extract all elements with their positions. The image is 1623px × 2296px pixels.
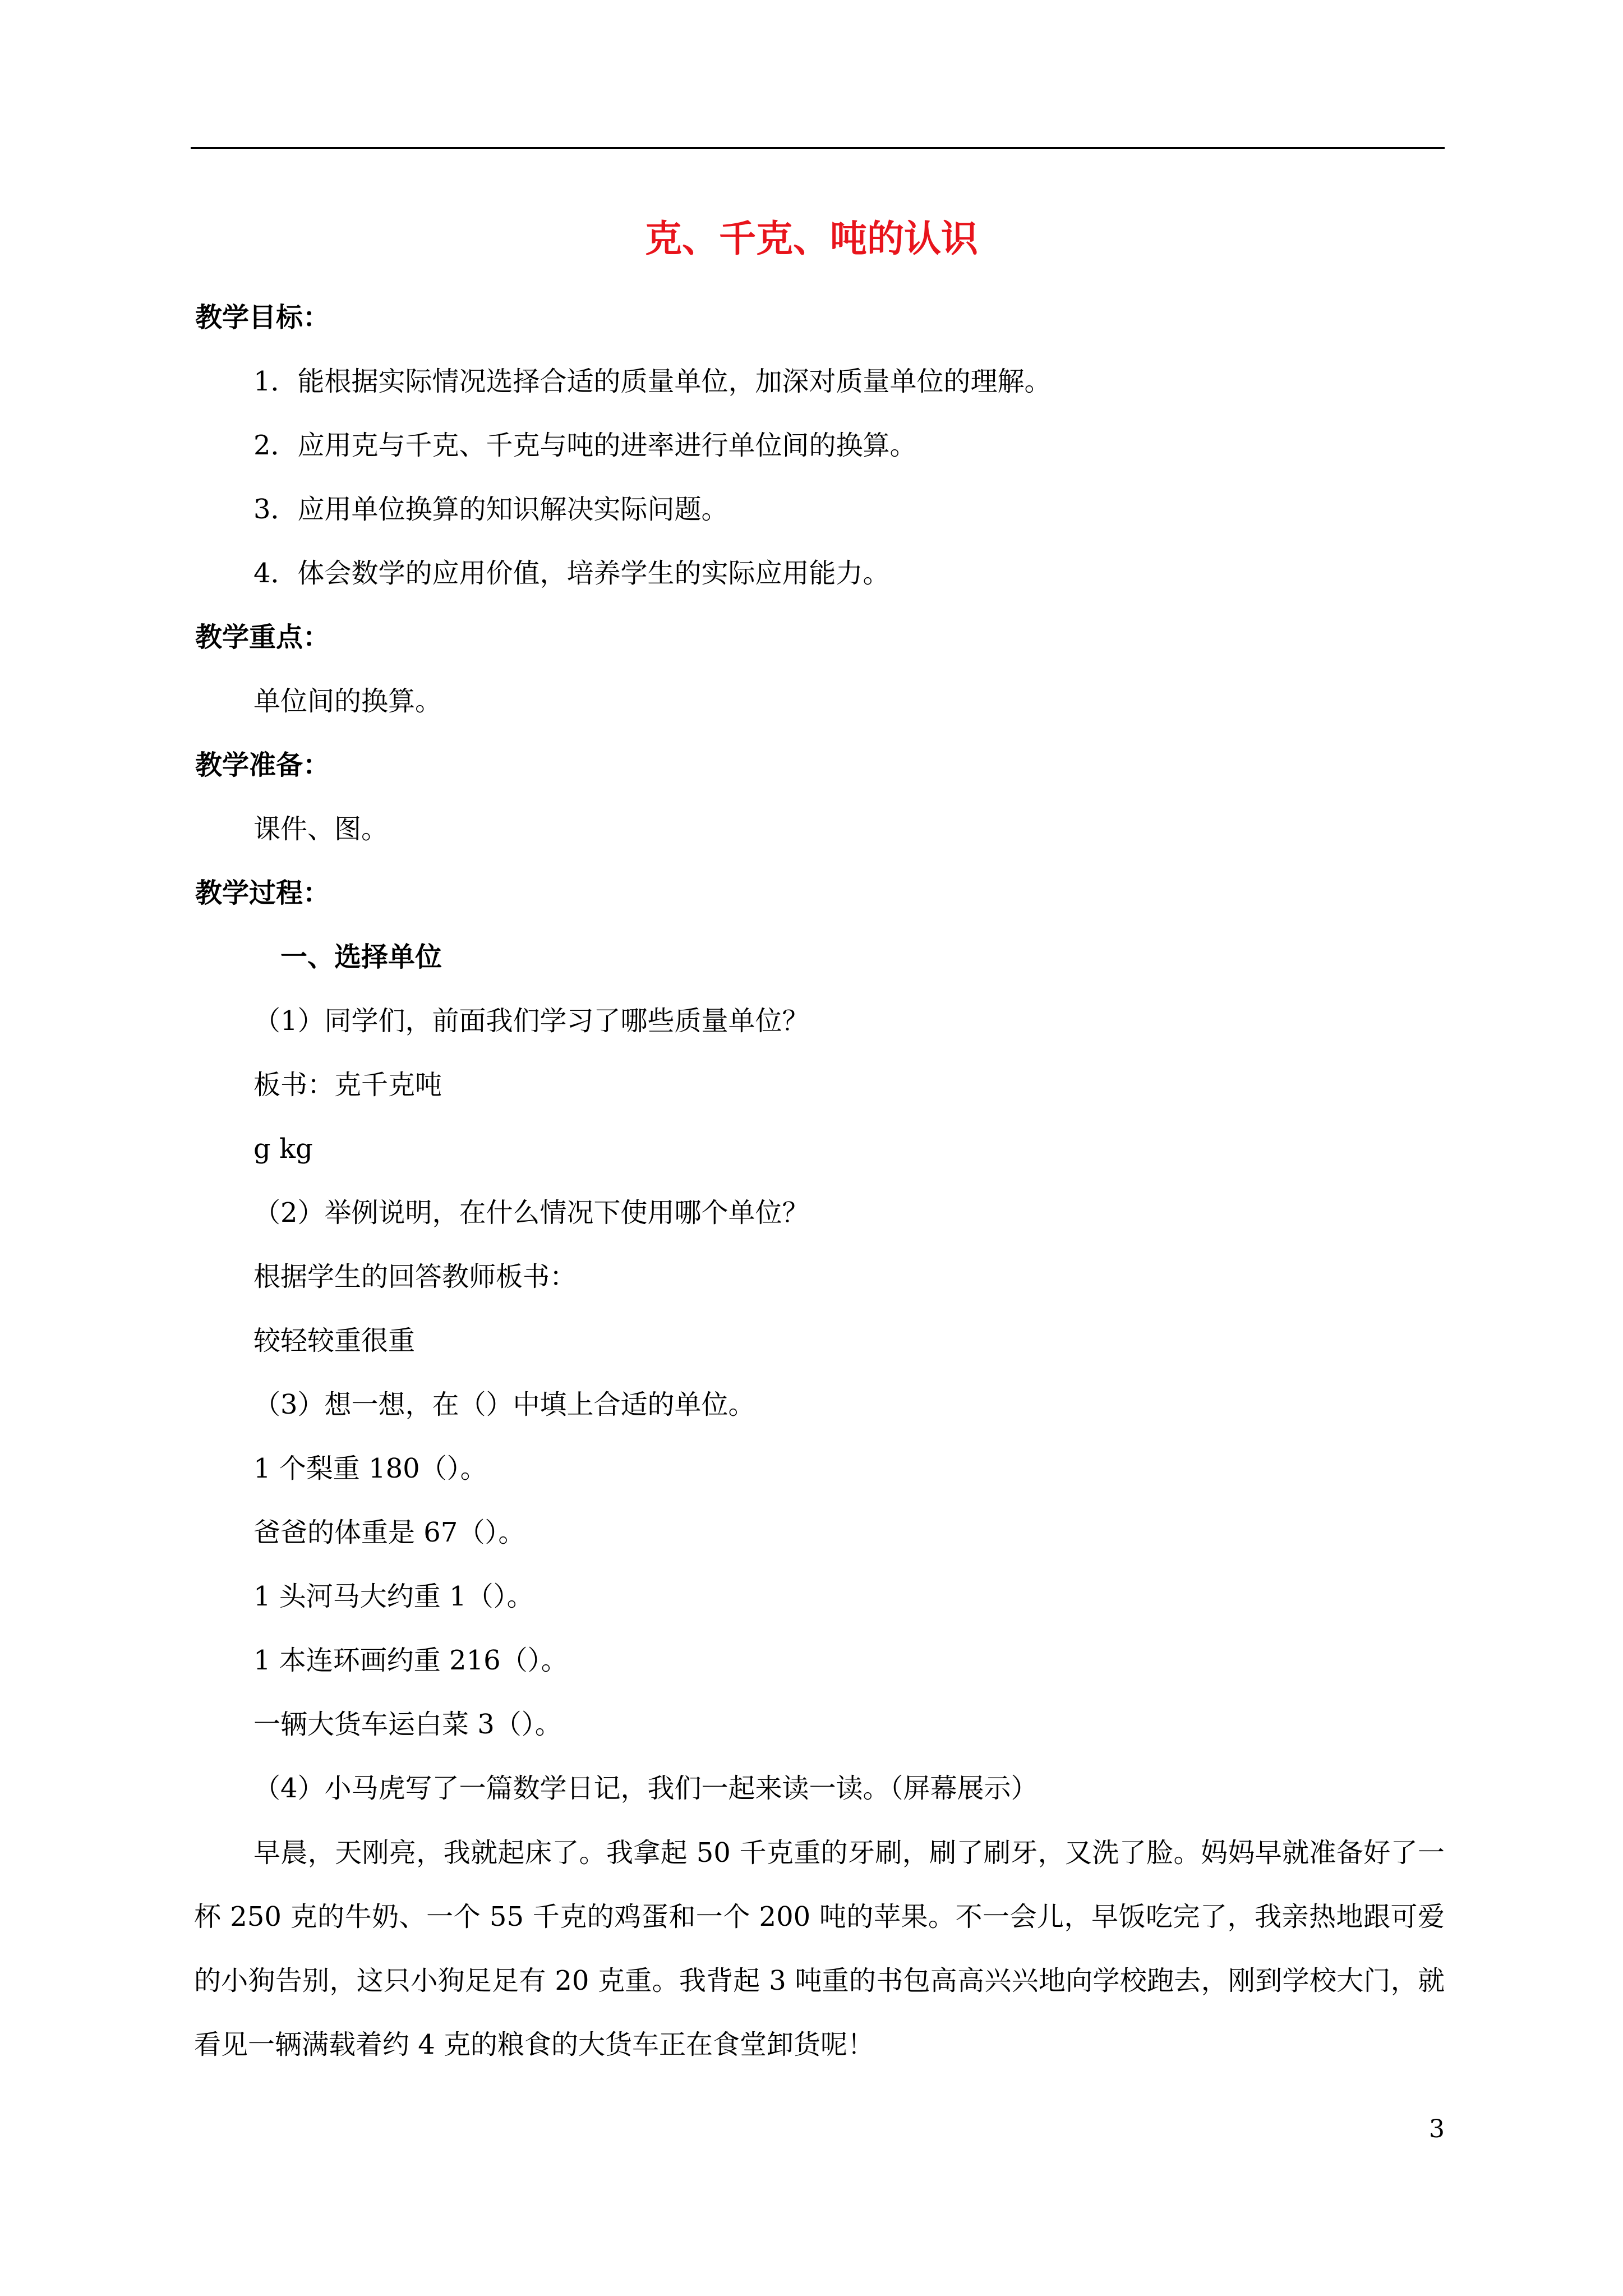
page-number: 3	[1429, 2115, 1445, 2143]
question-2: （2）举例说明，在什么情况下使用哪个单位？	[253, 1197, 809, 1228]
exercise-item-truck: 一辆大货车运白菜 3（）。	[253, 1709, 562, 1740]
focus-text: 单位间的换算。	[253, 685, 442, 717]
exercise-item-father: 爸爸的体重是 67（）。	[253, 1517, 525, 1548]
section-heading-select-unit: 一、选择单位	[280, 941, 442, 973]
board-note-units: 板书：克千克吨	[253, 1069, 442, 1101]
focus-heading: 教学重点：	[195, 622, 330, 653]
header-rule	[191, 147, 1445, 149]
prep-text: 课件、图。	[253, 813, 389, 845]
goal-item-4: 4．体会数学的应用价值，培养学生的实际应用能力。	[253, 558, 890, 589]
goal-item-1: 1．能根据实际情况选择合适的质量单位，加深对质量单位的理解。	[253, 366, 1052, 397]
goals-heading: 教学目标：	[195, 302, 330, 333]
exercise-item-hippo: 1 头河马大约重 1（）。	[253, 1581, 534, 1612]
process-heading: 教学过程：	[195, 877, 330, 909]
document-title: 克、千克、吨的认识	[645, 217, 978, 260]
diary-paragraph: 早晨，天刚亮，我就起床了。我拿起 50 千克重的牙刷，刷了刷牙，又洗了脸。妈妈早就准备好了一杯 250 克的牛奶、一个 55 千克的鸡蛋和一个 200 吨的苹果。不一会儿，早饭吃完了，我亲热地跟可爱的小狗告别，这只小狗足足有 20 克重。我背起 3 吨重的书包高高兴兴地向学校跑去，刚到学校大门，就看见一辆满载着约 4 克的粮食的大货车正在食堂卸货呢！	[194, 1837, 1445, 2060]
board-note-intro: 根据学生的回答教师板书：	[253, 1261, 577, 1292]
goal-item-3: 3．应用单位换算的知识解决实际问题。	[253, 494, 728, 525]
question-3: （3）想一想，在（）中填上合适的单位。	[253, 1389, 755, 1420]
exercise-item-pear: 1 个梨重 180（）。	[253, 1453, 487, 1484]
board-note-weights: 较轻较重很重	[253, 1325, 416, 1356]
unit-symbols: g kg	[253, 1133, 313, 1165]
goal-item-2: 2．应用克与千克、千克与吨的进率进行单位间的换算。	[253, 430, 917, 461]
question-4: （4）小马虎写了一篇数学日记，我们一起来读一读。（屏幕展示）	[253, 1773, 1038, 1804]
question-1: （1）同学们，前面我们学习了哪些质量单位？	[253, 1005, 809, 1037]
exercise-item-comic: 1 本连环画约重 216（）。	[253, 1645, 568, 1676]
prep-heading: 教学准备：	[195, 749, 330, 781]
